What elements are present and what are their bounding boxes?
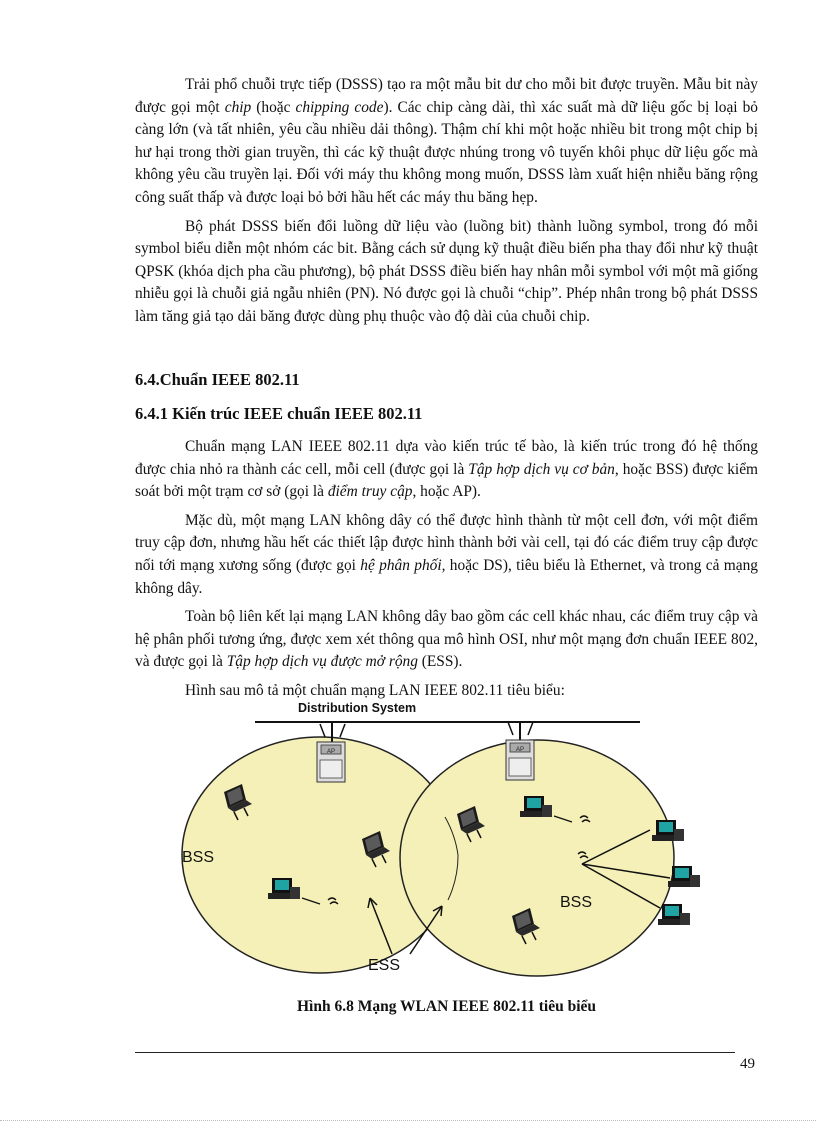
access-point-left <box>317 722 345 782</box>
bss-label-left: BSS <box>182 849 215 866</box>
footer-rule <box>135 1052 735 1053</box>
text-run: hoặc DS), tiêu biểu là Ethernet, và trong cả mạng không dây. <box>135 556 758 597</box>
paragraph-distribution-system <box>135 510 758 600</box>
paragraph-cell-architecture <box>135 436 758 504</box>
figure-caption: Hình 6.8 Mạng WLAN IEEE 802.11 tiêu biểu <box>296 998 596 1015</box>
desktop-icon <box>668 866 700 887</box>
paragraph-dsss-chip <box>135 74 758 210</box>
subsection-heading-block <box>135 402 758 426</box>
paragraph-dsss-transmitter <box>135 216 758 329</box>
text-run: Mặc dù, một mạng LAN không dây có thể được hình thành từ một cell đơn, với một điểm truy cập đơn, nhưng hầu hết các thiết lập được hình thành bởi vài cell, tại đó các điểm truy cập được nối tới mạng xương sống (được gọi <box>135 511 758 574</box>
italic-term: Tập hợp dịch vụ được mở rộng <box>226 653 418 671</box>
text-run: (ESS). <box>417 653 463 671</box>
body-paragraphs <box>135 436 758 709</box>
text-run: Toàn bộ liên kết lại mạng LAN không dây bao gồm các cell khác nhau, các điểm truy cập và hệ phân phối tương ứng, được xem xét thông qua mô hình OSI, như một mạng đơn chuẩn IEEE 802, và được gọi là <box>135 608 758 671</box>
text-run: , hoặc BSS) được kiểm soát bởi một trạm cơ sở (gọi là <box>135 460 759 501</box>
access-point-right <box>506 722 534 780</box>
wlan-diagram <box>180 692 710 978</box>
ap-label-right: AP <box>515 747 525 753</box>
distribution-system-label: Distribution System <box>298 701 417 715</box>
section-heading: 6.4.Chuẩn IEEE 802.11 <box>135 370 300 389</box>
text-run: Bộ phát DSSS biến đổi luồng dữ liệu vào (luồng bit) thành luồng symbol, trong đó mỗi symbol biểu diễn một nhóm các bit. Bằng cách sử dụng kỹ thuật điều biến pha thay đổi như kỹ thuật QPSK (khóa dịch pha cầu phương), bộ phát DSSS điều biến hay nhân mỗi symbol với một mã giống nhiễu gọi là chuỗi giả ngẫu nhiên (PN). Nó được gọi là chuỗi “chip”. Phép nhân trong bộ phát DSSS làm tăng giả tạo dải băng được dùng phụ thuộc vào độ dài của chuỗi chip. <box>135 217 758 325</box>
bss-cell-right <box>400 740 674 976</box>
ess-label: ESS <box>368 957 401 974</box>
italic-term: chipping code <box>295 98 384 116</box>
paragraph-ess <box>135 606 758 674</box>
italic-term: điểm truy cập <box>327 483 413 501</box>
page-edge <box>0 1120 816 1121</box>
subsection-heading: 6.4.1 Kiến trúc IEEE chuẩn IEEE 802.11 <box>135 404 423 423</box>
ap-label-left: AP <box>326 749 336 755</box>
text-run: Chuẩn mạng LAN IEEE 802.11 dựa vào kiến trúc tế bào, là kiến trúc trong đó hệ thống được chia nhỏ ra thành các cell, mỗi cell (được gọi là <box>135 438 758 478</box>
intro-paragraphs <box>135 74 758 335</box>
desktop-icon <box>658 904 690 925</box>
bss-label-right: BSS <box>560 894 593 911</box>
italic-term: Tập hợp dịch vụ cơ bản <box>468 460 615 478</box>
text-run: (hoặc <box>251 98 296 116</box>
section-heading-block <box>135 368 758 392</box>
text-run: ). Các chip càng dài, thì xác suất mà dữ liệu gốc bị loại bỏ càng lớn (và tất nhiên, yêu cầu nhiều dải thông). Thậm chí khi một hoặc nhiều bit trong một chip bị hư hại trong thời gian truyền, thì các kỹ thuật được nhúng trong vô tuyến khôi phục dữ liệu gốc mà không yêu cầu truyền lại. Đối với máy thu không mong muốn, DSSS làm xuất hiện nhiễu băng rộng công suất thấp và được loại bỏ bởi hầu hết các máy thu băng hẹp. <box>135 98 758 206</box>
text-run: Hình sau mô tả một chuẩn mạng LAN IEEE 802.11 tiêu biểu: <box>185 681 565 699</box>
desktop-icon <box>652 820 684 841</box>
text-run: Trải phổ chuỗi trực tiếp (DSSS) tạo ra một mẫu bit dư cho mỗi bit được truyền. Mẫu bit này được gọi một <box>135 76 758 116</box>
text-run: , hoặc AP). <box>412 483 481 501</box>
italic-term: chip <box>224 98 252 116</box>
page-number: 49 <box>740 1056 755 1072</box>
italic-term: hệ phân phối, <box>360 556 446 574</box>
